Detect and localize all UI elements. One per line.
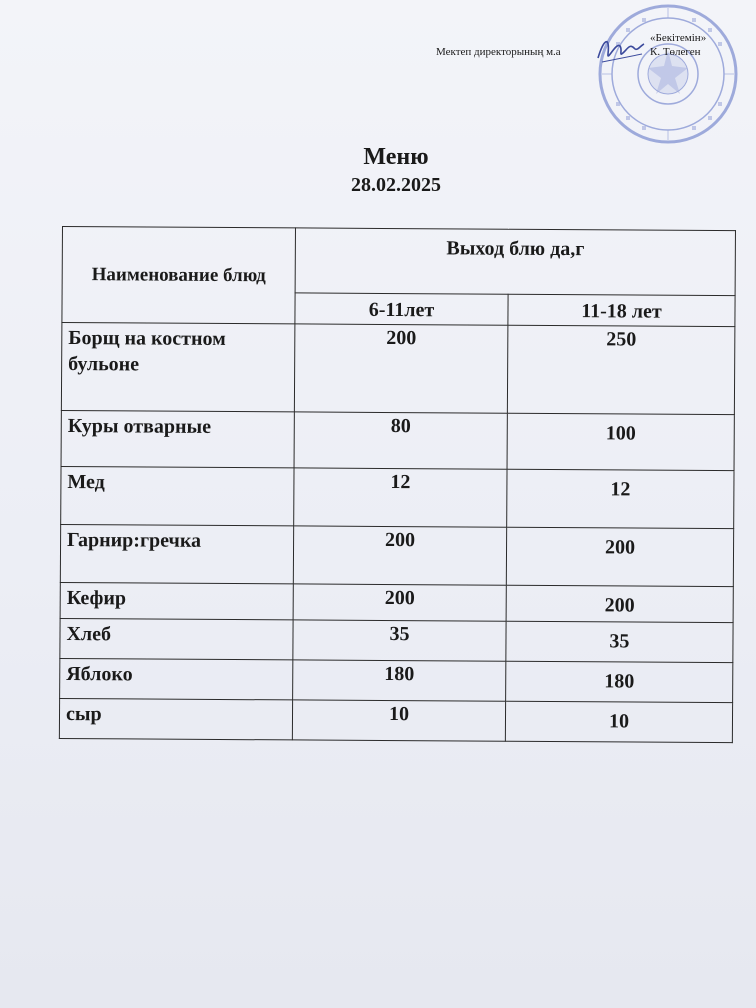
yield-6-11: 200	[293, 526, 506, 585]
yield-6-11: 12	[294, 468, 507, 527]
dish-name: Яблоко	[60, 658, 293, 699]
table-header-row	[62, 227, 735, 296]
dish-name: сыр	[59, 698, 292, 739]
dish-name: Куры отварные	[61, 410, 294, 467]
approved-word: «Бекітемін»	[650, 32, 707, 44]
director-position-label: Мектеп директорының м.а	[436, 46, 561, 58]
yield-6-11: 200	[294, 324, 508, 413]
dish-name: Борщ на костном бульоне	[61, 323, 295, 412]
yield-6-11: 200	[293, 584, 506, 621]
menu-table	[59, 226, 736, 743]
table-row	[61, 323, 735, 415]
yield-11-18: 180	[506, 661, 733, 702]
table-row	[60, 582, 733, 622]
dish-name: Мед	[61, 466, 294, 525]
yield-11-18: 100	[507, 413, 734, 470]
table-row	[60, 524, 733, 586]
table-row	[61, 466, 734, 528]
menu-date: 28.02.2025	[351, 174, 441, 196]
official-stamp-icon	[596, 2, 740, 146]
dish-name: Гарнир:гречка	[60, 524, 293, 583]
header-dish-name: Наименование блюд	[62, 227, 296, 324]
yield-6-11: 180	[293, 660, 506, 701]
approval-block	[436, 32, 736, 148]
yield-6-11: 10	[292, 700, 505, 741]
header-age-11-18: 11-18 лет	[508, 294, 735, 326]
header-age-6-11: 6-11лет	[295, 293, 508, 325]
table-row	[61, 410, 734, 470]
yield-11-18: 35	[506, 621, 733, 662]
director-name: К. Төлеген	[650, 46, 701, 58]
dish-name: Хлеб	[60, 618, 293, 659]
yield-11-18: 10	[505, 701, 732, 742]
yield-11-18: 250	[507, 325, 735, 414]
page-title: Меню	[363, 144, 429, 170]
table-row	[59, 698, 732, 742]
yield-11-18: 200	[506, 585, 733, 622]
yield-11-18: 12	[507, 469, 734, 528]
yield-11-18: 200	[506, 527, 733, 586]
yield-6-11: 35	[293, 620, 506, 661]
dish-name: Кефир	[60, 582, 293, 619]
header-yield: Выход блю да,г	[295, 228, 735, 296]
yield-6-11: 80	[294, 412, 507, 469]
signature-icon	[594, 32, 648, 66]
table-row	[60, 658, 733, 702]
table-row	[60, 618, 733, 662]
